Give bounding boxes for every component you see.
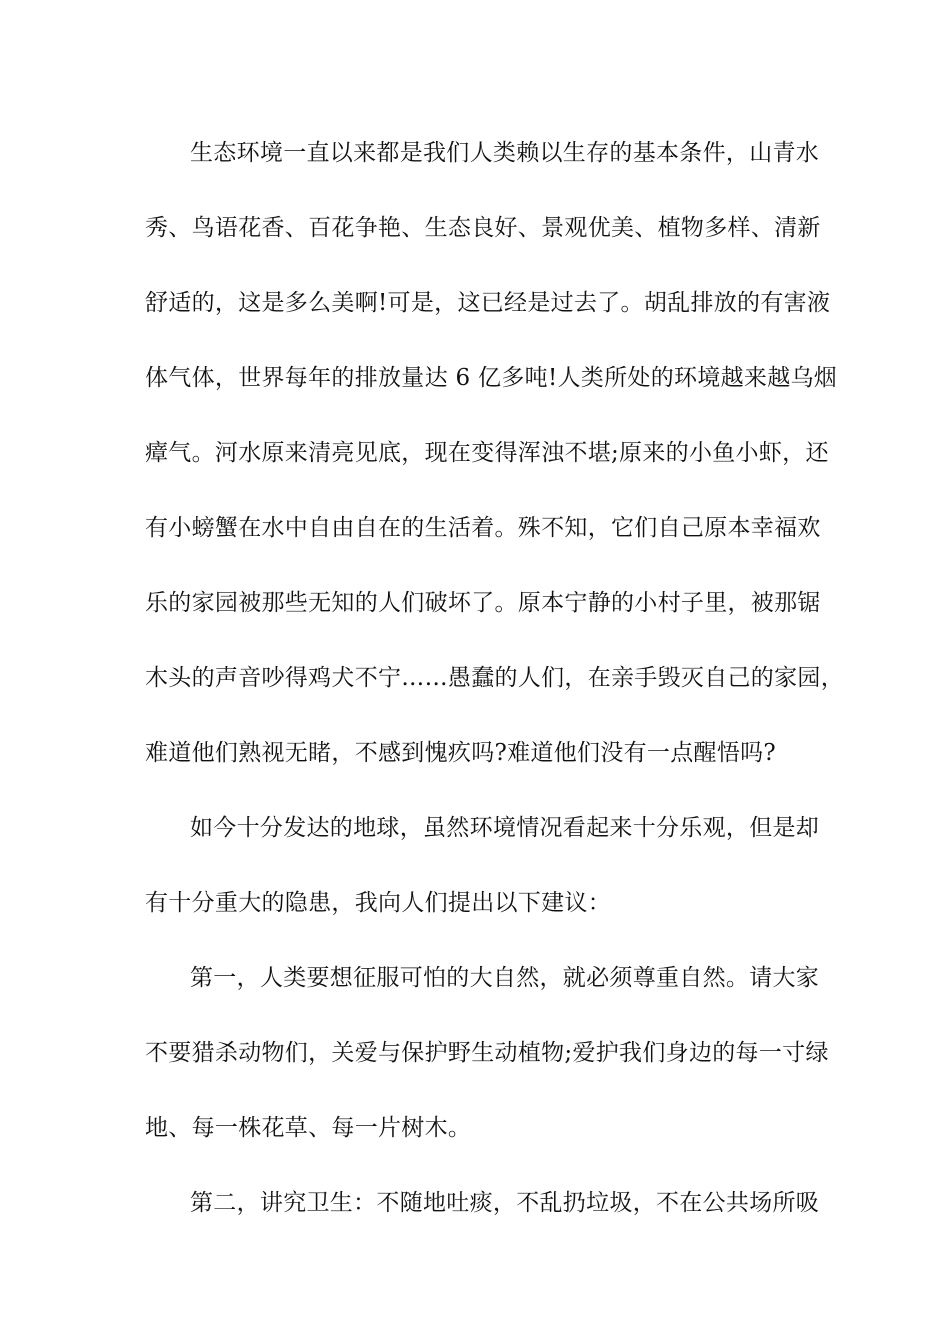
paragraph-1-line-2: 秀、鸟语花香、百花争艳、生态良好、景观优美、植物多样、清新 [145, 215, 821, 241]
paragraph-2-line-1: 如今十分发达的地球，虽然环境情况看起来十分乐观，但是却 [190, 815, 820, 841]
paragraph-1-line-4: 体气体，世界每年的排放量达 6 亿多吨!人类所处的环境越来越乌烟 [145, 365, 838, 391]
paragraph-2-line-2: 有十分重大的隐患，我向人们提出以下建议： [145, 890, 611, 916]
paragraph-3-line-2: 不要猎杀动物们，关爱与保护野生动植物;爱护我们身边的每一寸绿 [145, 1040, 829, 1066]
paragraph-1-line-8: 木头的声音吵得鸡犬不宁……愚蠢的人们，在亲手毁灭自己的家园， [145, 665, 844, 691]
paragraph-1-line-7: 乐的家园被那些无知的人们破坏了。原本宁静的小村子里，被那锯 [145, 590, 821, 616]
paragraph-1-line-5: 瘴气。河水原来清亮见底，现在变得浑浊不堪;原来的小鱼小虾，还 [145, 440, 829, 466]
paragraph-1-line-6: 有小螃蟹在水中自由自在的生活着。殊不知，它们自己原本幸福欢 [145, 515, 821, 541]
paragraph-3-line-3: 地、每一株花草、每一片树木。 [145, 1115, 472, 1141]
paragraph-3-line-1: 第一，人类要想征服可怕的大自然，就必须尊重自然。请大家 [190, 965, 820, 991]
paragraph-1-line-1: 生态环境一直以来都是我们人类赖以生存的基本条件，山青水 [190, 140, 820, 166]
paragraph-1-line-9: 难道他们熟视无睹，不感到愧疚吗?难道他们没有一点醒悟吗? [145, 740, 777, 766]
paragraph-1-line-3: 舒适的，这是多么美啊!可是，这已经是过去了。胡乱排放的有害液 [145, 290, 831, 316]
paragraph-4-line-1: 第二，讲究卫生：不随地吐痰，不乱扔垃圾，不在公共场所吸 [190, 1190, 820, 1216]
